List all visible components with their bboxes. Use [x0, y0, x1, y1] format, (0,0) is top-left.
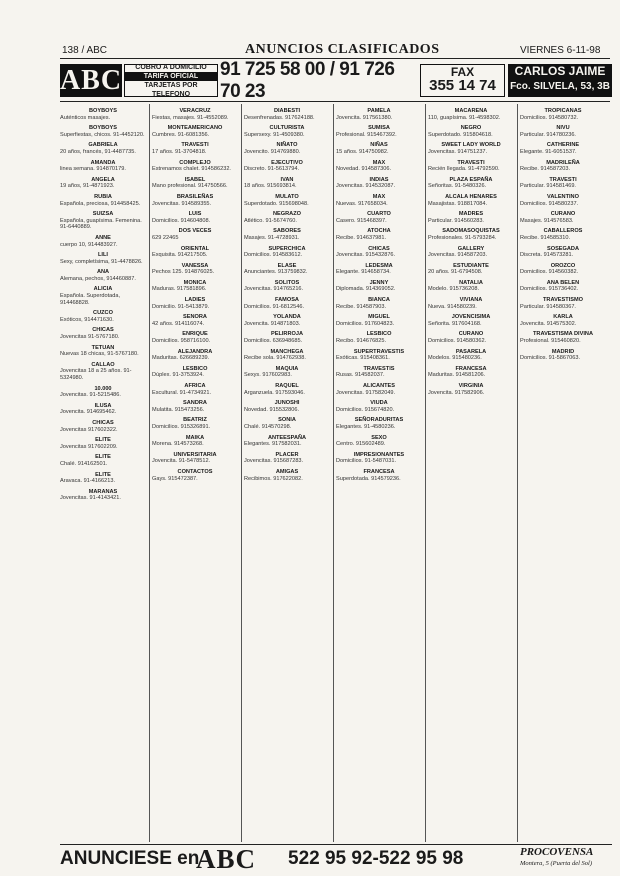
- ad-heading: SANDRA: [183, 400, 207, 407]
- ad-heading: MARANAS: [88, 488, 118, 495]
- ad-text: Jovencitas. 914751237.: [428, 148, 488, 155]
- ad-text: 15 años. 914750982.: [336, 148, 389, 155]
- ad-heading: SEXO: [371, 434, 387, 441]
- ad-heading: DIABESTI: [273, 108, 301, 114]
- ad-heading: ILUSA: [94, 402, 112, 409]
- ad-text: Exóticos, 914471630.: [60, 316, 114, 323]
- ad-text: Española, preciosa, 914458425.: [60, 200, 141, 207]
- ad-text: Discreta. 914573281.: [520, 252, 574, 259]
- ad-heading: AMIGAS: [275, 468, 299, 475]
- ad-heading: VALENTINO: [547, 193, 579, 200]
- ad-heading: ALICIA: [93, 286, 113, 293]
- ad-text: Jovencitas 18 a 25 años. 91-5324980.: [60, 368, 132, 381]
- ad-text: Domicilios. 914604808.: [152, 217, 211, 224]
- issue-date: VIERNES 6-11-98: [520, 45, 601, 56]
- ad-text: Superdotada. 914579236.: [336, 475, 401, 482]
- ad-heading: MIGUEL: [368, 314, 390, 321]
- ad-heading: CURANO: [550, 211, 576, 218]
- column-separator: [425, 104, 426, 842]
- ad-text: Diplomada. 914369052.: [336, 286, 396, 293]
- ad-text: Recibe. 914587903.: [336, 303, 387, 310]
- ad-heading: CALLAO: [91, 361, 115, 368]
- ad-heading: ORIENTAL: [180, 245, 210, 252]
- ad-heading: JUNOSHI: [274, 400, 300, 407]
- ad-text: 20 años. 91-6794508.: [428, 269, 483, 276]
- ad-text: Dúplex. 91-3753924.: [152, 372, 204, 379]
- ad-text: Masajistas. 918817084.: [428, 200, 488, 207]
- banner-phones: 91 725 58 00 / 91 726 70 23: [220, 58, 395, 102]
- ad-heading: AMANDA: [90, 159, 116, 166]
- ad-heading: SUPERCHICA: [268, 245, 306, 252]
- ad-heading: NATALIA: [459, 279, 483, 286]
- ad-heading: BOYBOYS: [89, 108, 117, 114]
- ad-heading: OROZCO: [550, 262, 576, 269]
- ad-text: Jovencitas. 915432876.: [336, 252, 396, 259]
- ad-heading: CATHERINE: [546, 142, 580, 149]
- ad-heading: FRANCESA: [363, 468, 395, 475]
- office-name: CARLOS JAIME: [514, 64, 606, 78]
- ad-heading: PASARELA: [455, 348, 487, 355]
- ad-text: Jovencita. 917561380.: [336, 114, 393, 121]
- ad-heading: CULTURISTA: [269, 125, 305, 132]
- ad-text: Domicilios. 914583612.: [244, 252, 303, 259]
- ad-heading: CABALLEROS: [543, 228, 583, 235]
- cobro-line-2: TARIFA OFICIAL: [125, 72, 217, 81]
- ad-text: 18 años. 915693814.: [244, 183, 297, 190]
- cobro-box: [124, 64, 218, 97]
- ad-heading: FAMOSA: [275, 297, 299, 304]
- ad-heading: ANTEESPAÑA: [267, 434, 307, 441]
- ad-heading: SUIZSA: [92, 211, 114, 218]
- ad-text: Domicilios. 91-6812546.: [244, 303, 305, 310]
- ad-text: Exóticas. 915408361.: [336, 355, 390, 362]
- ad-heading: TRAVESTISMA DIVINA: [533, 331, 593, 338]
- ad-heading: RAQUEL: [275, 383, 299, 389]
- office-box: [508, 64, 612, 97]
- ad-text: 110, guapísima. 91-4598302.: [428, 114, 501, 121]
- ad-heading: COMPLEJO: [179, 159, 211, 166]
- ad-text: 19 años, 91-4871923.: [60, 183, 115, 190]
- ad-text: Casero. 915468397.: [336, 217, 387, 224]
- ad-heading: ATOCHA: [367, 228, 391, 235]
- ad-text: Domicilios. 636948685.: [244, 338, 303, 345]
- ad-text: Morena. 914573268.: [152, 441, 204, 448]
- ad-text: Elegantes. 917582031.: [244, 441, 302, 448]
- fax-number: 355 14 74: [429, 77, 496, 94]
- ad-text: Jovencitas 917602322.: [60, 426, 118, 433]
- ad-heading: ANA: [96, 269, 110, 276]
- ad-heading: LESBICO: [366, 331, 392, 338]
- ad-text: Señorita. 917604168.: [428, 320, 482, 327]
- ad-text: Española. Superdotada, 914468828.: [60, 293, 121, 306]
- ad-text: Jovencita. 91-5478512.: [152, 458, 211, 465]
- ad-heading: LADIES: [184, 297, 206, 304]
- ad-text: Profesional. 915460820.: [520, 338, 581, 345]
- ad-text: Profesional. 915467392.: [336, 131, 397, 138]
- ad-text: Española, guapísima. Femenina. 91-6440889.: [60, 217, 142, 231]
- ad-heading: ALEJANDRA: [177, 348, 213, 355]
- ad-column: [520, 104, 606, 362]
- ad-heading: LEDESMA: [365, 262, 393, 269]
- page-number: 138 / ABC: [62, 45, 108, 56]
- ad-text: 629 22465: [152, 234, 179, 241]
- ad-text: Rusas. 914582037.: [336, 372, 385, 379]
- ad-text: Auténticos masajes.: [60, 114, 111, 121]
- ad-heading: SUPERTRAVESTIS: [353, 348, 405, 355]
- ad-heading: VIRGINIA: [458, 383, 484, 389]
- ad-heading: CONTACTOS: [177, 468, 213, 475]
- ad-text: Cumbres. 91-6081356.: [152, 131, 210, 138]
- ad-text: Supersexy. 91-4509380.: [244, 131, 305, 138]
- ad-heading: BIANCA: [368, 297, 390, 304]
- ad-text: Domicilios. 915736402.: [520, 286, 579, 293]
- ad-heading: SOSEGADA: [546, 245, 579, 252]
- ad-heading: CHICAS: [92, 419, 114, 426]
- ad-text: Jovencitas. 917582049.: [336, 389, 396, 396]
- ad-text: Domicilios. 914560382.: [520, 269, 579, 276]
- ad-text: Centro. 915602489.: [336, 441, 386, 448]
- ad-heading: SENORA: [183, 314, 207, 321]
- ad-text: Jovencitas. 91-4143421.: [60, 495, 121, 502]
- ad-heading: ELITE: [95, 471, 111, 478]
- agency-address: Montera, 5 (Puerta del Sol): [520, 860, 593, 867]
- ad-text: Domicilios. 914580732.: [520, 114, 579, 121]
- ad-heading: MAQUIA: [275, 365, 299, 372]
- ad-text: Recibimos. 917622082.: [244, 475, 303, 482]
- ad-text: Particular. 914581469.: [520, 183, 576, 190]
- ad-column: [336, 104, 422, 482]
- ad-heading: IVAN: [280, 176, 294, 183]
- ad-heading: ELITE: [95, 454, 111, 461]
- column-separator: [241, 104, 242, 842]
- ad-heading: MAX: [372, 193, 386, 200]
- ad-heading: NEGRO: [460, 125, 482, 132]
- ad-column: [60, 104, 146, 502]
- ad-heading: ISABEL: [184, 176, 206, 183]
- ad-text: Mano profesional. 914750566.: [152, 183, 228, 190]
- ad-heading: MONTEAMERICANO: [167, 125, 223, 132]
- ad-text: Jovencita. 914871803.: [244, 320, 301, 327]
- ad-text: Elegante. 914658734.: [336, 269, 391, 276]
- ad-text: Domicilios. 914580362.: [428, 338, 487, 345]
- ad-text: Masajes. 914576583.: [520, 217, 574, 224]
- ad-text: Particular. 914780236.: [520, 131, 576, 138]
- footer-abc-logo: ABC: [196, 844, 257, 874]
- ad-text: Jovencitas. 914765216.: [244, 286, 304, 293]
- ad-heading: ANNE: [95, 234, 111, 241]
- ad-heading: PELIRROJA: [270, 331, 303, 338]
- ad-heading: MADRES: [458, 211, 484, 218]
- ad-heading: SUMISA: [368, 125, 390, 132]
- office-address: Fco. SILVELA, 53, 3B: [510, 81, 610, 92]
- ad-text: Recién llegada. 91-4792590.: [428, 166, 500, 173]
- ad-heading: EJECUTIVO: [271, 159, 303, 166]
- ad-heading: BOYBOYS: [89, 125, 117, 132]
- ad-heading: MANCHEGA: [270, 348, 304, 355]
- ad-heading: TRAVESTI: [457, 159, 485, 166]
- ad-text: Jovencitas 91-5767180.: [60, 334, 120, 341]
- ad-heading: JENNY: [369, 279, 389, 286]
- cobro-line-1: COBRO A DOMICILIO: [135, 63, 207, 71]
- ad-text: 42 años. 914116074.: [152, 320, 205, 327]
- ad-heading: MAIKA: [185, 434, 205, 441]
- ad-heading: ENRIQUE: [182, 331, 208, 338]
- ad-text: Elegante. 91-6051537.: [520, 148, 577, 155]
- ad-heading: NIVU: [556, 125, 570, 132]
- ad-text: Estrenamos chalet. 914586232.: [152, 166, 231, 173]
- ad-text: Domicilios. 958716100.: [152, 338, 211, 345]
- ad-text: 17 años. 91-3704818.: [152, 148, 207, 155]
- ad-text: Novedad. 914587306.: [336, 166, 392, 173]
- ad-heading: KARLA: [553, 314, 573, 321]
- ad-column: [428, 104, 514, 396]
- ad-heading: CUZCO: [93, 310, 113, 317]
- ad-heading: CUARTO: [367, 211, 391, 218]
- ad-text: Jovencitas. 91-5215486.: [60, 392, 121, 399]
- ad-heading: TRAVESTIS: [363, 365, 395, 372]
- ad-text: Nueva. 914580239.: [428, 303, 477, 310]
- ad-text: Masajes. 91-4728931.: [244, 234, 300, 241]
- ad-text: Domicilios. 917604823.: [336, 320, 395, 327]
- ad-text: Domicilios. 915326891.: [152, 423, 211, 430]
- ad-text: Señoritas. 91-5480326.: [428, 183, 487, 190]
- ad-text: Novedad. 915532806.: [244, 406, 300, 413]
- ad-heading: ESTUDIANTE: [453, 262, 489, 269]
- ad-text: Recibe sola. 914762938.: [244, 355, 306, 362]
- ad-heading: SEÑORADURITAS: [354, 417, 404, 424]
- ad-text: Maduritas. 626689239.: [152, 355, 210, 362]
- ad-text: Jovencitas. 914589355.: [152, 200, 212, 207]
- ad-heading: VIUDA: [370, 400, 388, 407]
- fax-box: [420, 64, 505, 97]
- ad-text: Maduritas. 914581206.: [428, 372, 486, 379]
- section-title: ANUNCIOS CLASIFICADOS: [245, 42, 440, 57]
- ad-heading: LESBICO: [182, 365, 208, 372]
- abc-logo: ABC: [59, 64, 123, 96]
- footer-anunciese: ANUNCIESE en: [60, 848, 200, 869]
- ad-text: Arganzuela. 917593046.: [244, 389, 305, 396]
- ad-text: Gays. 915472387.: [152, 475, 198, 482]
- ad-text: Profesionales. 91-5793284.: [428, 234, 497, 241]
- ad-heading: SONIA: [278, 417, 296, 424]
- ad-heading: TRAVESTI: [549, 176, 577, 183]
- ad-heading: VIVIANA: [459, 297, 483, 304]
- ad-text: Recibo. 914676825.: [336, 338, 387, 345]
- ad-text: Jovencita. 914695462.: [60, 409, 117, 416]
- ad-heading: VERACRUZ: [179, 108, 211, 114]
- ad-heading: TRAVESTI: [181, 142, 209, 149]
- ad-heading: GABRIELA: [88, 142, 118, 149]
- ad-heading: ALCALA HENARES: [445, 193, 497, 200]
- ad-heading: TROPICANAS: [544, 108, 582, 114]
- ad-text: Fiestas, masajes. 91-4552089.: [152, 114, 229, 121]
- ad-text: Jovencito. 914769880.: [244, 148, 301, 155]
- ad-heading: CURANO: [458, 331, 484, 338]
- ad-text: Superdotado. 915804618.: [428, 131, 493, 138]
- ad-column: [244, 104, 330, 482]
- ad-text: Jovencitas. 914532087.: [336, 183, 396, 190]
- ad-heading: SADOMASOQUISTAS: [442, 228, 500, 235]
- ad-text: Chalé. 914570298.: [244, 423, 292, 430]
- column-separator: [517, 104, 518, 842]
- ad-text: Alemana, pechos, 914460887.: [60, 275, 136, 282]
- ad-heading: NIÑATO: [276, 142, 298, 149]
- ad-heading: TETUAN: [91, 344, 115, 351]
- ad-text: Elegantes. 91-4580236.: [336, 423, 396, 430]
- ad-text: Recibe. 914637981.: [336, 234, 387, 241]
- ad-text: 20 años, francés, 91-4487735.: [60, 148, 136, 155]
- ad-text: Aravaca. 91-4166213.: [60, 478, 116, 485]
- ad-text: Domicilios. 915674820.: [336, 406, 395, 413]
- ad-heading: PLACER: [275, 451, 299, 458]
- ad-heading: ALICANTES: [362, 383, 395, 389]
- ad-text: Modelo. 915736208.: [428, 286, 480, 293]
- ad-text: Modelos. 915480236.: [428, 355, 482, 362]
- ad-text: Sexy, completísima, 91-4478826.: [60, 258, 143, 265]
- ad-heading: RUBIA: [94, 193, 112, 200]
- ad-heading: CHICAS: [368, 245, 390, 252]
- agency-name: PROCOVENSA: [520, 846, 594, 858]
- ad-text: Desenfrenadas. 917624188.: [244, 114, 315, 121]
- ad-text: Jovencitas. 914587203.: [428, 252, 488, 259]
- ad-heading: GALLERY: [457, 245, 485, 252]
- ad-heading: PLAZA ESPAÑA: [449, 176, 493, 183]
- ad-heading: TRAVESTISMO: [543, 297, 583, 304]
- ad-heading: ANGELA: [91, 176, 115, 183]
- ad-heading: LILI: [98, 252, 108, 259]
- ad-heading: BEATRIZ: [183, 417, 207, 424]
- ad-heading: VANESSA: [181, 262, 209, 269]
- fax-label: FAX: [450, 65, 475, 79]
- ad-heading: MAX: [372, 159, 386, 166]
- ad-text: Domicilio. 91-5413879.: [152, 303, 210, 310]
- ad-text: linea semana. 914870179.: [60, 166, 126, 173]
- ad-text: Nuevas. 917658034.: [336, 200, 388, 207]
- ad-heading: ELASE: [277, 262, 297, 269]
- ad-heading: MADRID: [551, 348, 575, 355]
- ad-heading: CHICAS: [92, 327, 114, 334]
- ad-text: Nuevas 18 chicas, 91-5767180.: [60, 351, 139, 358]
- banner-rule: [60, 101, 610, 102]
- ad-text: Pechos 125. 914876025.: [152, 269, 215, 276]
- ad-text: Particular. 914560283.: [428, 217, 484, 224]
- ad-heading: DOS VECES: [178, 228, 212, 235]
- ad-text: Chalé. 914162501.: [60, 460, 108, 467]
- ad-heading: IMPRESIONANTES: [353, 451, 405, 458]
- ad-text: Anunciantes. 913759832.: [244, 269, 308, 276]
- ad-heading: FRANCESA: [455, 365, 487, 372]
- ad-heading: SOLITOS: [274, 279, 300, 286]
- ad-heading: NEGRAZO: [273, 211, 301, 218]
- ad-text: Atlético. 91-5674760.: [244, 217, 297, 224]
- ad-text: Jovencitas 917602209.: [60, 443, 118, 450]
- ad-text: Jovencita. 917582906.: [428, 389, 485, 396]
- ad-text: Jovencitas. 915687283.: [244, 458, 304, 465]
- footer-phones: 522 95 92-522 95 98: [288, 848, 464, 869]
- ad-text: Exquisita. 914217505.: [152, 252, 208, 259]
- ad-heading: ANA BELEN: [546, 279, 580, 286]
- ad-heading: JOVENCISIMA: [451, 314, 491, 321]
- ad-heading: NIÑAS: [370, 142, 388, 149]
- ad-text: Mulatita. 915473256.: [152, 406, 205, 413]
- cobro-line-3: TARJETAS POR TELEFONO: [144, 81, 198, 98]
- ad-heading: YOLANDA: [273, 314, 301, 321]
- ad-heading: MULATO: [275, 193, 299, 200]
- column-separator: [149, 104, 150, 842]
- ad-heading: PAMELA: [367, 108, 391, 114]
- ad-heading: 10.000: [94, 385, 112, 392]
- ad-heading: MONICA: [183, 279, 207, 286]
- ad-text: Recibe. 914585310.: [520, 234, 571, 241]
- ad-heading: INDIAS: [369, 176, 389, 183]
- ad-heading: ELITE: [95, 437, 111, 444]
- ad-heading: UNIVERSITARIA: [173, 451, 217, 458]
- ad-text: Jovencita. 914575302.: [520, 320, 577, 327]
- ad-heading: LUIS: [188, 211, 202, 218]
- ad-text: Maduras. 917581896.: [152, 286, 207, 293]
- ad-heading: MADRILEÑA: [546, 159, 580, 166]
- ad-text: Domicilios. 91-5487031.: [336, 458, 397, 465]
- ad-text: Escultural. 91-4734921.: [152, 389, 212, 396]
- ad-text: cuerpo 10, 914483927.: [60, 241, 118, 248]
- ad-heading: MACARENA: [454, 108, 488, 114]
- ad-text: Domicilios. 91-5867063.: [520, 355, 581, 362]
- ad-column: [152, 104, 238, 482]
- ad-heading: SABORES: [273, 228, 301, 235]
- ad-text: Recibe. 914587203.: [520, 166, 571, 173]
- ad-text: Superdotado. 915698048.: [244, 200, 309, 207]
- column-separator: [333, 104, 334, 842]
- ad-text: Particular. 914580367.: [520, 303, 576, 310]
- ad-heading: AFRICA: [184, 383, 206, 389]
- ad-heading: BRASILEÑAS: [176, 193, 214, 200]
- ad-text: Sexys. 917602983.: [244, 372, 292, 379]
- ad-text: Domicilios. 914580237.: [520, 200, 579, 207]
- ad-heading: SWEET LADY WORLD: [441, 142, 501, 149]
- ad-text: Superfiestas, chicos. 91-4452120.: [60, 131, 145, 138]
- ad-text: Discreto. 91-5613794.: [244, 166, 300, 173]
